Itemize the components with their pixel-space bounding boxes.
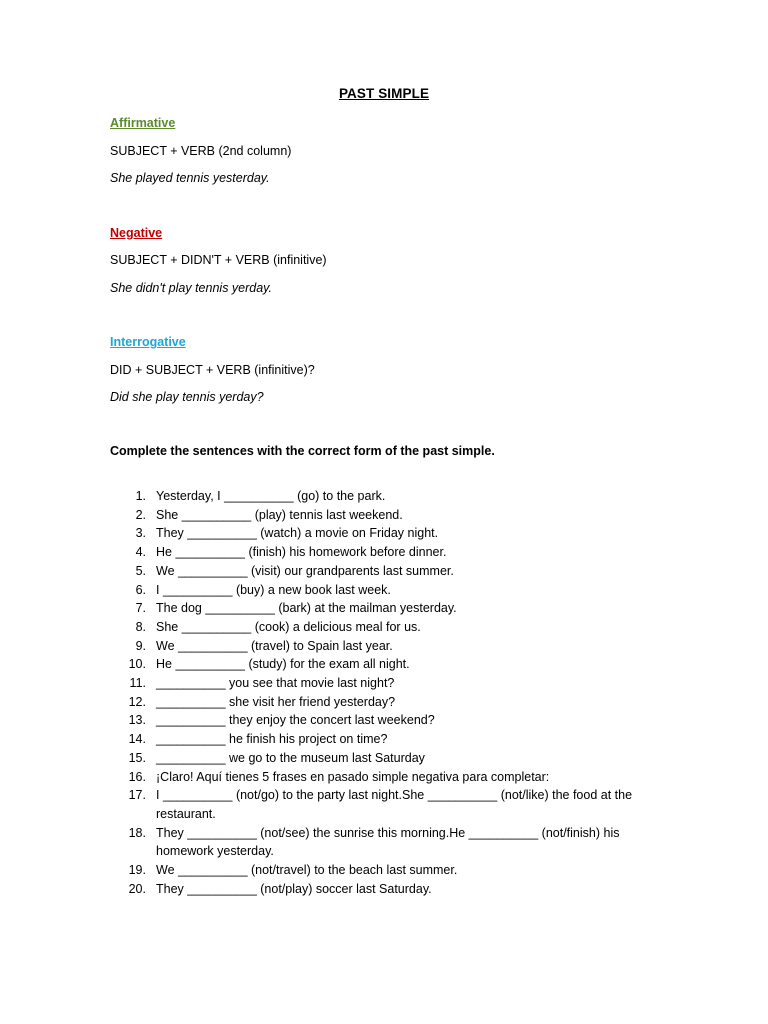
exercise-item (110, 786, 670, 823)
exercise-text: They __________ (not/see) the sunrise this morning.He __________ (not/finish) his homework yesterday. (156, 825, 620, 859)
exercise-item (110, 880, 670, 899)
exercise-text: She __________ (cook) a delicious meal for us. (156, 619, 421, 634)
interrogative-example: Did she play tennis yerday? (110, 390, 264, 404)
exercise-text: __________ he finish his project on time? (156, 732, 388, 747)
exercise-text: ¡Claro! Aquí tienes 5 frases en pasado simple negativa para completar: (156, 769, 550, 784)
exercise-list (110, 487, 670, 898)
affirmative-heading: Affirmative (110, 116, 176, 130)
exercise-text: I __________ (buy) a new book last week. (156, 582, 391, 597)
exercise-item (110, 711, 670, 730)
exercise-number: 6. (135, 582, 146, 597)
exercise-item (110, 506, 670, 525)
exercise-number: 7. (135, 601, 146, 616)
exercise-item (110, 824, 670, 861)
exercise-number: 9. (135, 638, 146, 653)
page-title: PAST SIMPLE (338, 86, 430, 101)
exercise-text: They __________ (watch) a movie on Friday night. (156, 526, 439, 541)
exercise-number: 11. (129, 676, 146, 691)
exercise-number: 5. (135, 563, 146, 578)
exercise-item (110, 861, 670, 880)
exercise-item (110, 618, 670, 637)
exercise-text: He __________ (finish) his homework before dinner. (156, 545, 447, 560)
interrogative-structure: DID + SUBJECT + VERB (infinitive)? (110, 363, 315, 377)
exercise-item (110, 674, 670, 693)
exercise-text: __________ they enjoy the concert last weekend? (156, 713, 435, 728)
exercise-number: 12. (128, 694, 146, 709)
exercise-item (110, 524, 670, 543)
exercise-item (110, 562, 670, 581)
exercise-number: 10. (128, 657, 146, 672)
exercise-item (110, 730, 670, 749)
exercise-item (110, 768, 670, 787)
exercise-item (110, 749, 670, 768)
exercise-item (110, 693, 670, 712)
exercise-number: 13. (128, 713, 146, 728)
exercise-number: 15. (128, 750, 146, 765)
exercise-item (110, 655, 670, 674)
exercise-number: 2. (135, 507, 146, 522)
exercise-text: __________ she visit her friend yesterday? (156, 694, 396, 709)
exercise-text: He __________ (study) for the exam all night. (156, 657, 410, 672)
exercise-text: We __________ (not/travel) to the beach last summer. (156, 863, 458, 878)
exercise-item (110, 637, 670, 656)
negative-structure: SUBJECT + DIDN'T + VERB (infinitive) (110, 253, 327, 267)
exercise-text: __________ we go to the museum last Saturday (156, 750, 425, 765)
exercise-number: 17. (128, 788, 146, 803)
exercise-number: 3. (135, 526, 146, 541)
affirmative-structure: SUBJECT + VERB (2nd column) (110, 144, 292, 158)
exercise-item (110, 487, 670, 506)
exercise-number: 16. (128, 769, 146, 784)
exercise-item (110, 599, 670, 618)
affirmative-example: She played tennis yesterday. (110, 171, 270, 185)
exercise-text: I __________ (not/go) to the party last night.She __________ (not/like) the food at the restaurant. (156, 788, 633, 821)
exercise-number: 4. (135, 545, 146, 560)
exercise-text: The dog __________ (bark) at the mailman yesterday. (156, 601, 457, 616)
exercise-number: 19. (128, 863, 146, 878)
exercise-instruction: Complete the sentences with the correct form of the past simple. (110, 444, 495, 458)
negative-example: She didn't play tennis yerday. (110, 281, 272, 295)
exercise-text: We __________ (visit) our grandparents last summer. (156, 563, 454, 578)
exercise-text: She __________ (play) tennis last weekend. (156, 507, 403, 522)
negative-heading: Negative (110, 226, 163, 240)
exercise-item (110, 543, 670, 562)
exercise-text: We __________ (travel) to Spain last year. (156, 638, 393, 653)
exercise-number: 20. (128, 881, 146, 896)
interrogative-heading: Interrogative (110, 335, 186, 349)
exercise-text: They __________ (not/play) soccer last Saturday. (156, 881, 432, 896)
exercise-text: __________ you see that movie last night? (156, 676, 395, 691)
exercise-number: 1. (135, 489, 146, 503)
exercise-number: 8. (135, 619, 146, 634)
exercise-number: 18. (128, 825, 146, 840)
exercise-text: Yesterday, I __________ (go) to the park. (156, 489, 386, 503)
exercise-number: 14. (128, 732, 146, 747)
exercise-item (110, 581, 670, 600)
